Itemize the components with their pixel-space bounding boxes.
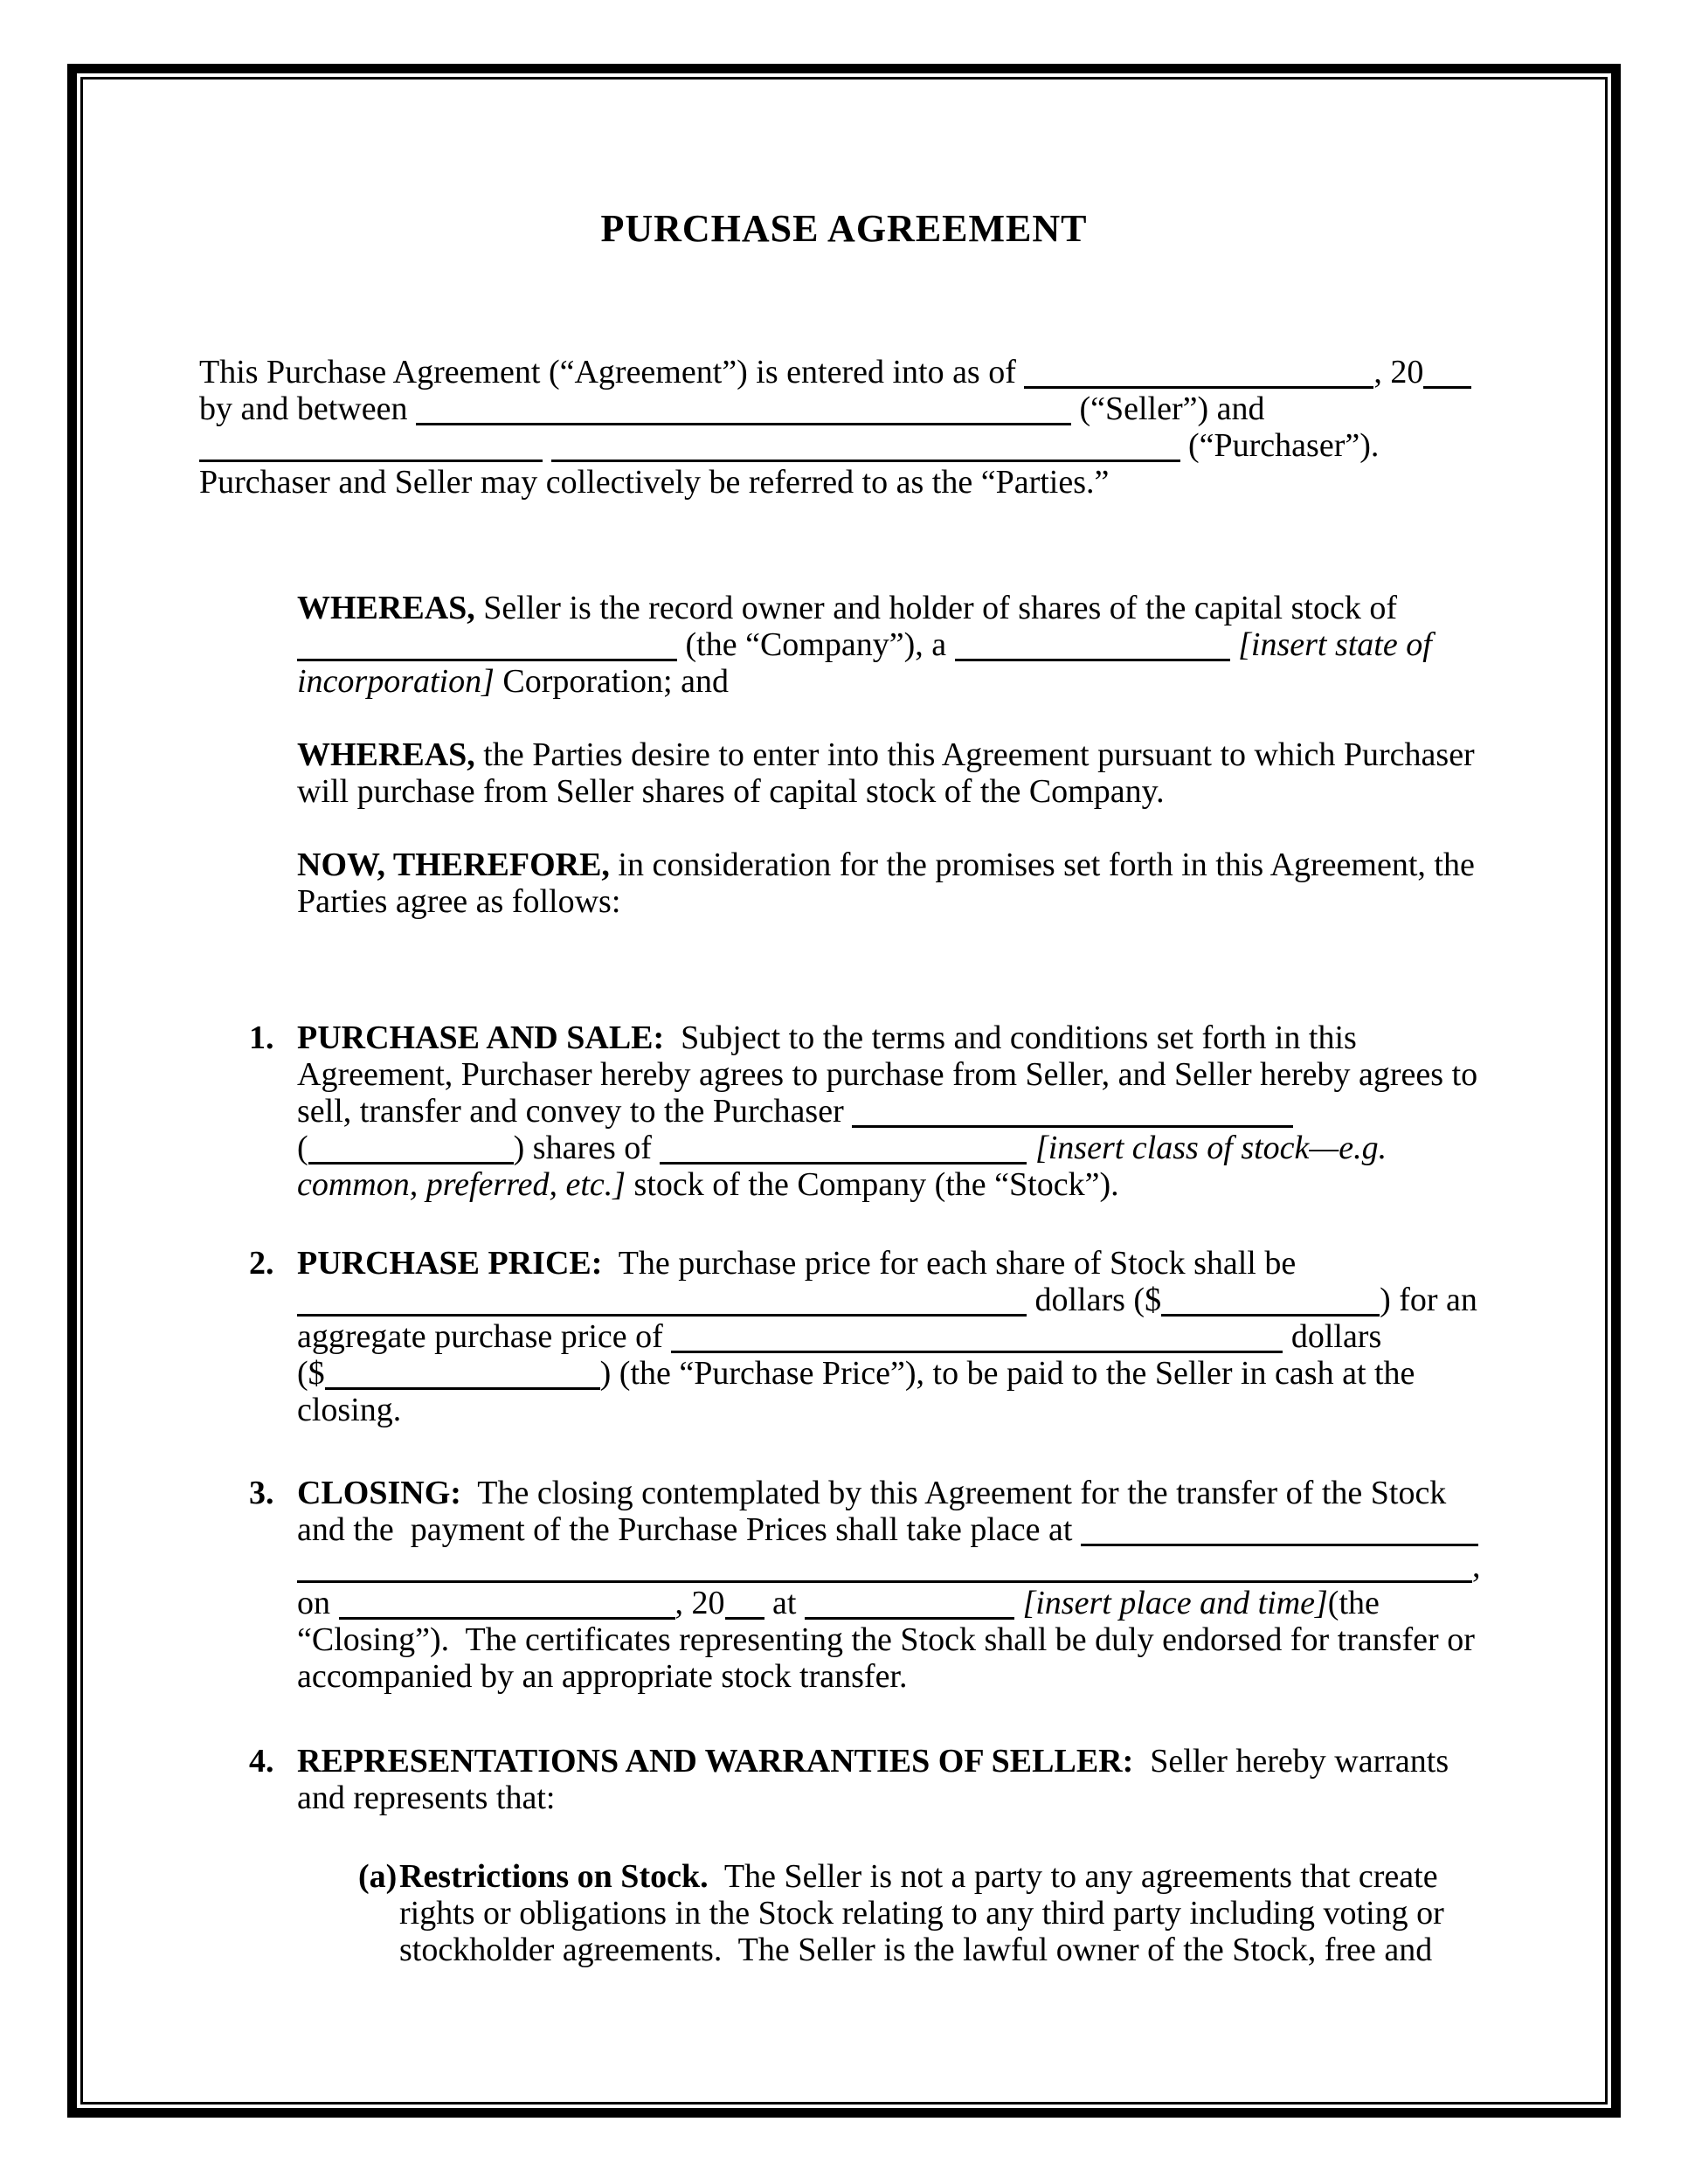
text-line xyxy=(297,1392,1489,1428)
blank-field xyxy=(1081,1544,1478,1546)
list-item-purchase-and-sale xyxy=(199,1019,1489,1203)
body-text: will purchase from Seller shares of capital stock of the Company. xyxy=(297,773,1165,810)
blank-field xyxy=(297,1580,1472,1583)
list-marker: (a) xyxy=(358,1858,398,1895)
document-title: PURCHASE AGREEMENT xyxy=(600,207,1088,250)
text-line xyxy=(399,1858,1489,1895)
list-marker: 2. xyxy=(249,1245,274,1282)
body-text: (“Seller”) and xyxy=(1070,390,1265,427)
intro-paragraph xyxy=(199,354,1489,501)
body-text: at xyxy=(764,1585,805,1621)
whereas-record-owner-paragraph xyxy=(199,590,1489,700)
body-text: (the “Company”), a xyxy=(677,626,955,663)
body-text: ) (the “Purchase Price”), to be paid to the Seller in cash at the xyxy=(599,1355,1415,1392)
blank-field xyxy=(325,1387,600,1390)
body-text: ) for an xyxy=(1380,1282,1477,1318)
blank-field xyxy=(1161,1314,1380,1317)
body-text: (the xyxy=(1327,1585,1380,1621)
body-text: in consideration for the promises set forth in this Agreement, the xyxy=(609,847,1475,883)
text-line xyxy=(297,1621,1489,1658)
blank-field xyxy=(416,423,1071,425)
blank-field xyxy=(551,460,1180,462)
body-text: and represents that: xyxy=(297,1780,556,1816)
body-text: Agreement, Purchaser hereby agrees to purchase from Seller, and Seller hereby agrees to xyxy=(297,1056,1478,1093)
list-marker: 4. xyxy=(249,1743,274,1780)
text-line xyxy=(297,1166,1489,1203)
text-line xyxy=(399,1895,1489,1932)
text-line xyxy=(297,1743,1489,1780)
body-text: closing. xyxy=(297,1392,402,1428)
text-line xyxy=(297,1585,1489,1621)
text-line xyxy=(297,1130,1489,1166)
body-text: and the payment of the Purchase Prices shall take place at xyxy=(297,1511,1081,1548)
bold-text: Restrictions on Stock. xyxy=(399,1858,709,1895)
italic-placeholder-text: incorporation] xyxy=(297,663,495,700)
blank-field xyxy=(199,460,543,462)
blank-field xyxy=(725,1617,764,1620)
body-text: , 20 xyxy=(1373,354,1424,390)
body-text: rights or obligations in the Stock relating to any third party including voting or xyxy=(399,1895,1444,1932)
body-text: , 20 xyxy=(675,1585,725,1621)
blank-field xyxy=(852,1125,1293,1128)
blank-field xyxy=(1423,386,1471,389)
italic-placeholder-text: [insert class of stock—e.g. xyxy=(1034,1130,1387,1166)
text-line xyxy=(297,1093,1489,1130)
text-line xyxy=(297,1245,1489,1282)
blank-field xyxy=(660,1162,1027,1165)
body-text: by and between xyxy=(199,390,416,427)
bold-text: WHEREAS, xyxy=(297,736,475,773)
text-line xyxy=(297,1658,1489,1695)
body-text: Purchaser and Seller may collectively be referred to as the “Parties.” xyxy=(199,464,1110,501)
text-line xyxy=(297,1511,1489,1548)
text-line xyxy=(297,626,1489,663)
body-text: Corporation; and xyxy=(494,663,729,700)
page-border-inner xyxy=(80,77,1608,2105)
body-text: dollars xyxy=(1283,1318,1382,1355)
text-line xyxy=(297,736,1489,773)
body-text: The closing contemplated by this Agreement for the transfer of the Stock xyxy=(460,1475,1447,1511)
blank-field xyxy=(297,659,677,661)
bold-text: REPRESENTATIONS AND WARRANTIES OF SELLER: xyxy=(297,1743,1134,1780)
whereas-parties-desire-paragraph xyxy=(199,736,1489,810)
body-text: ) shares of xyxy=(513,1130,661,1166)
bold-text: PURCHASE AND SALE: xyxy=(297,1019,665,1056)
italic-placeholder-text: [insert place and time] xyxy=(1022,1585,1328,1621)
body-text: , xyxy=(1472,1548,1481,1585)
blank-field xyxy=(1024,386,1373,389)
body-text: ($ xyxy=(297,1355,325,1392)
bold-text: CLOSING: xyxy=(297,1475,461,1511)
text-line xyxy=(199,464,1489,501)
list-item-representations-and-warranties xyxy=(199,1743,1489,1816)
bold-text: WHEREAS, xyxy=(297,590,475,626)
body-text: (“Purchaser”). xyxy=(1180,427,1380,464)
body-text xyxy=(543,427,551,464)
text-line xyxy=(297,590,1489,626)
blank-field xyxy=(955,659,1230,661)
body-text: stock of the Company (the “Stock”). xyxy=(626,1166,1119,1203)
text-line xyxy=(399,1932,1489,1968)
blank-field xyxy=(308,1162,514,1165)
text-line xyxy=(297,1056,1489,1093)
blank-field xyxy=(297,1314,1027,1317)
body-text: aggregate purchase price of xyxy=(297,1318,672,1355)
sub-item-restrictions-on-stock xyxy=(199,1858,1489,1968)
blank-field xyxy=(339,1617,675,1620)
text-line xyxy=(297,1355,1489,1392)
text-line xyxy=(297,1475,1489,1511)
now-therefore-paragraph xyxy=(199,847,1489,920)
body-text: sell, transfer and convey to the Purchaser xyxy=(297,1093,853,1130)
text-line xyxy=(297,663,1489,700)
italic-placeholder-text: common, preferred, etc.] xyxy=(297,1166,626,1203)
body-text xyxy=(1014,1585,1023,1621)
body-text xyxy=(1230,626,1239,663)
body-text: Subject to the terms and conditions set forth in this xyxy=(664,1019,1357,1056)
blank-field xyxy=(805,1617,1014,1620)
blank-field xyxy=(671,1351,1283,1353)
document-content xyxy=(83,79,1605,2102)
bold-text: NOW, THEREFORE, xyxy=(297,847,610,883)
body-text xyxy=(1027,1130,1035,1166)
body-text: stockholder agreements. The Seller is the lawful owner of the Stock, free and xyxy=(399,1932,1433,1968)
text-line xyxy=(199,390,1489,427)
page-border xyxy=(67,64,1621,2118)
text-line xyxy=(297,1548,1489,1585)
body-text: on xyxy=(297,1585,339,1621)
text-line xyxy=(297,847,1489,883)
body-text: the Parties desire to enter into this Agreement pursuant to which Purchaser xyxy=(474,736,1475,773)
body-text: Seller is the record owner and holder of shares of the capital stock of xyxy=(474,590,1397,626)
body-text: Seller hereby warrants xyxy=(1133,1743,1449,1780)
body-text: dollars ($ xyxy=(1027,1282,1162,1318)
text-line xyxy=(297,773,1489,810)
body-text: Parties agree as follows: xyxy=(297,883,621,920)
bold-text: PURCHASE PRICE: xyxy=(297,1245,603,1282)
text-line xyxy=(297,1282,1489,1318)
text-line xyxy=(297,1019,1489,1056)
body-text: The Seller is not a party to any agreements that create xyxy=(708,1858,1438,1895)
list-marker: 1. xyxy=(249,1019,274,1056)
text-line xyxy=(297,1318,1489,1355)
body-text: “Closing”). The certificates representing the Stock shall be duly endorsed for transfer or xyxy=(297,1621,1475,1658)
body-text: This Purchase Agreement (“Agreement”) is entered into as of xyxy=(199,354,1025,390)
text-line xyxy=(199,354,1489,390)
list-marker: 3. xyxy=(249,1475,274,1511)
text-line xyxy=(199,427,1489,464)
text-line xyxy=(297,1780,1489,1816)
body-text: ( xyxy=(297,1130,308,1166)
body-text: accompanied by an appropriate stock transfer. xyxy=(297,1658,908,1695)
italic-placeholder-text: [insert state of xyxy=(1238,626,1432,663)
body-text: The purchase price for each share of Stock shall be xyxy=(602,1245,1297,1282)
list-item-closing xyxy=(199,1475,1489,1695)
text-line xyxy=(297,883,1489,920)
list-item-purchase-price xyxy=(199,1245,1489,1428)
document-body xyxy=(199,354,1489,1968)
